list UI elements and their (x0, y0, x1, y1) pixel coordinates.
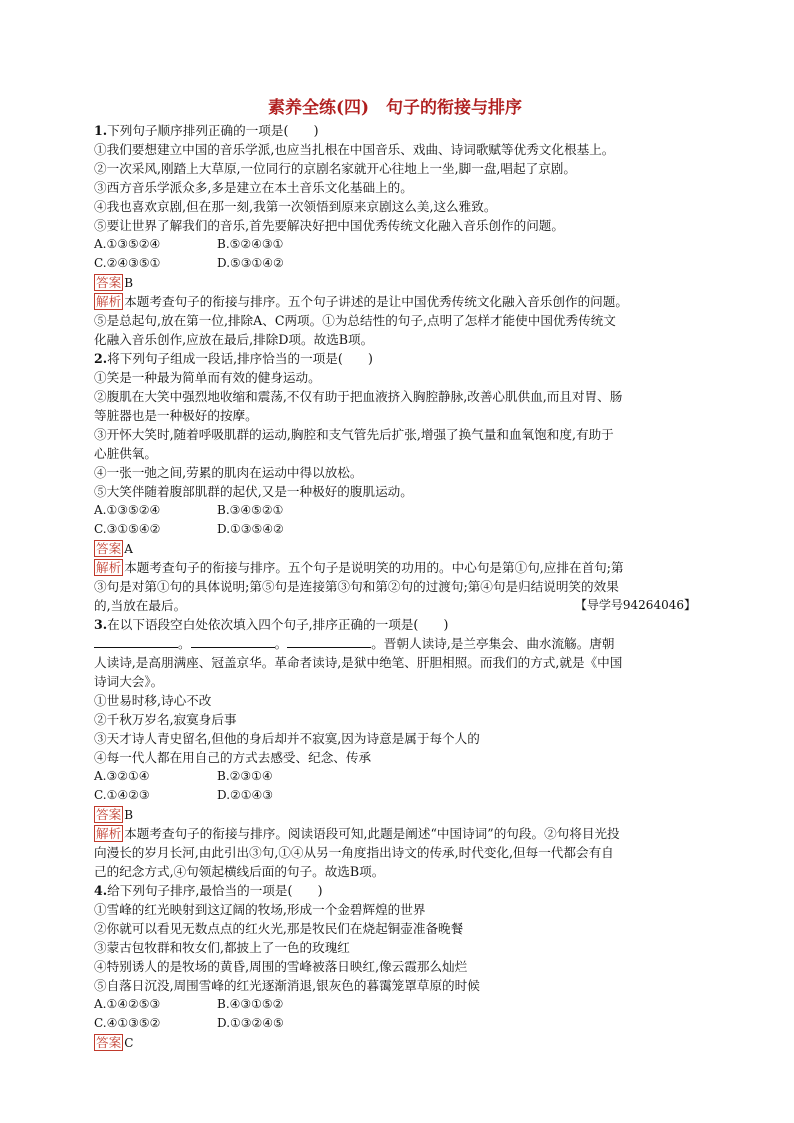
option-b: B.②③①④ (217, 769, 273, 783)
question-number: 1. (94, 123, 108, 138)
passage-text: 。 (274, 636, 288, 651)
q3-analysis-line-2: 向漫长的岁月长河,由此引出③句,①④从另一角度指出诗文的传承,时代变化,但每一代都会有自 (94, 845, 614, 860)
option-b: B.④③①⑤② (217, 997, 284, 1011)
q4-sentence-2: ②你就可以看见无数点点的红火光,那是牧民们在烧起铜壶准备晚餐 (94, 921, 464, 936)
q1-analysis-line-2: ⑤是总起句,放在第一位,排除A、C两项。①为总结性的句子,点明了怎样才能使中国优秀传统文 (94, 313, 616, 328)
q2-sentence-2: ②腹肌在大笑中强烈地收缩和震荡,不仅有助于把血液挤入胸腔静脉,改善心肌供血,而且对胃、肠 (94, 389, 623, 404)
q2-sentence-1: ①笑是一种最为简单而有效的健身运动。 (94, 370, 321, 385)
answer-value: B (124, 276, 134, 290)
q4-sentence-1: ①雪峰的红光映射到这辽阔的牧场,形成一个金碧辉煌的世界 (94, 902, 426, 917)
question-stem: 将下列句子组成一段话,排序恰当的一项是( ) (107, 351, 373, 366)
question-stem: 下列句子顺序排列正确的一项是( ) (107, 123, 319, 138)
q3-analysis-line-1 (94, 824, 696, 843)
q1-sentence-1: ①我们要想建立中国的音乐学派,也应当扎根在中国音乐、戏曲、诗词歌赋等优秀文化根基上。 (94, 142, 615, 157)
option-a: A.③②①④ (94, 769, 150, 783)
q2-options-row-1 (94, 501, 696, 520)
answer-value: C (124, 1036, 134, 1050)
question-number: 2. (94, 351, 108, 366)
option-b: B.③④⑤②① (217, 503, 284, 517)
question-4-stem (94, 881, 696, 900)
q2-analysis-line-1 (94, 558, 696, 577)
option-d: D.①③⑤④② (217, 522, 284, 536)
passage-text: 。晋朝人读诗,是兰亭集会、曲水流觞。唐朝 (371, 636, 615, 651)
blank-3 (287, 634, 371, 648)
worksheet-page (94, 96, 696, 1052)
q4-answer (94, 1033, 696, 1052)
q2-sentence-3-cont: 心脏供氧。 (94, 446, 157, 461)
q4-sentence-5: ⑤自落日沉没,周围雪峰的红光逐渐消退,银灰色的暮霭笼罩草原的时候 (94, 978, 480, 993)
analysis-text: 本题考查句子的衔接与排序。阅读语段可知,此题是阐述“中国诗词”的句段。②句将目光投 (124, 826, 620, 841)
analysis-tag: 解析 (96, 826, 122, 841)
q2-analysis-line-3 (94, 596, 696, 615)
q3-passage-line-3: 诗词大会》。 (94, 674, 164, 689)
question-number: 3. (94, 617, 108, 632)
answer-tag: 答案 (96, 541, 122, 556)
blank-2 (191, 634, 275, 648)
blank-1 (94, 634, 178, 648)
question-3-stem (94, 615, 696, 634)
analysis-text: 本题考查句子的衔接与排序。五个句子是说明笑的功用的。中心句是第①句,应排在首句;第 (124, 560, 624, 575)
question-number: 4. (94, 883, 108, 898)
option-a: A.①④②⑤③ (94, 997, 161, 1011)
analysis-tag: 解析 (96, 560, 122, 575)
q1-sentence-5: ⑤要让世界了解我们的音乐,首先要解决好把中国优秀传统文化融入音乐创作的问题。 (94, 218, 564, 233)
q1-answer (94, 273, 696, 292)
q4-options-row-1 (94, 995, 696, 1014)
answer-tag: 答案 (96, 807, 122, 822)
question-1-stem (94, 121, 696, 140)
question-2-stem (94, 349, 696, 368)
q2-answer (94, 539, 696, 558)
q3-passage-line-2: 人读诗,是高朋满座、冠盖京华。革命者读诗,是狱中绝笔、肝胆相照。而我们的方式,就是《中国 (94, 655, 623, 670)
option-b: B.⑤②④③① (217, 237, 284, 251)
q1-sentence-2: ②一次采风,刚踏上大草原,一位同行的京剧名家就开心往地上一坐,脚一盘,唱起了京剧。 (94, 161, 576, 176)
option-d: D.②①④③ (217, 788, 274, 802)
q3-answer (94, 805, 696, 824)
q3-passage-line-1 (94, 634, 696, 653)
q1-sentence-3: ③西方音乐学派众多,多是建立在本土音乐文化基础上的。 (94, 180, 413, 195)
q1-analysis-line-1 (94, 292, 696, 311)
q4-sentence-3: ③蒙古包牧群和牧女们,都披上了一色的玫瑰红 (94, 940, 350, 955)
q1-analysis-line-3: 化融入音乐创作,应放在最后,排除D项。故选B项。 (94, 332, 374, 347)
q4-sentence-4: ④特别诱人的是牧场的黄昏,周围的雪峰被落日映红,像云霞那么灿烂 (94, 959, 468, 974)
q2-sentence-2-cont: 等脏器也是一种极好的按摩。 (94, 408, 258, 423)
option-a: A.①③⑤②④ (94, 237, 161, 251)
q3-options-row-2 (94, 786, 696, 805)
q2-sentence-5: ⑤大笑伴随着腹部肌群的起伏,又是一种极好的腹肌运动。 (94, 484, 413, 499)
page-title: 素养全练(四) 句子的衔接与排序 (267, 98, 523, 118)
option-a: A.①③⑤②④ (94, 503, 161, 517)
q3-analysis-line-3: 己的纪念方式,④句领起横线后面的句子。故选B项。 (94, 864, 385, 879)
q2-sentence-3: ③开怀大笑时,随着呼吸肌群的运动,胸腔和支气管先后扩张,增强了换气量和血氧饱和度,有助于 (94, 427, 614, 442)
option-c: C.②④③⑤① (94, 256, 161, 270)
passage-text: 。 (178, 636, 191, 651)
q2-sentence-4: ④一张一弛之间,劳累的肌肉在运动中得以放松。 (94, 465, 363, 480)
q1-options-row-1 (94, 235, 696, 254)
analysis-text: 的,当放在最后。 (94, 598, 187, 613)
question-stem: 在以下语段空白处依次填入四个句子,排序正确的一项是( ) (107, 617, 449, 632)
q1-options-row-2 (94, 254, 696, 273)
q3-sentence-2: ②千秋万岁名,寂寞身后事 (94, 712, 237, 727)
answer-tag: 答案 (96, 275, 122, 290)
q2-options-row-2 (94, 520, 696, 539)
option-c: C.④①③⑤② (94, 1016, 161, 1030)
option-c: C.①④②③ (94, 788, 150, 802)
answer-tag: 答案 (96, 1035, 122, 1050)
q3-sentence-3: ③天才诗人青史留名,但他的身后却并不寂寞,因为诗意是属于每个人的 (94, 731, 480, 746)
q3-sentence-1: ①世易时移,诗心不改 (94, 693, 212, 708)
option-d: D.⑤③①④② (217, 256, 284, 270)
answer-value: B (124, 808, 134, 822)
q4-options-row-2 (94, 1014, 696, 1033)
analysis-text: 本题考查句子的衔接与排序。五个句子讲述的是让中国优秀传统文化融入音乐创作的问题。 (124, 294, 628, 309)
q3-sentence-4: ④每一代人都在用自己的方式去感受、纪念、传承 (94, 750, 372, 765)
guide-number: 【导学号94264046】 (574, 598, 696, 612)
analysis-tag: 解析 (96, 294, 122, 309)
option-d: D.①③②④⑤ (217, 1016, 284, 1030)
answer-value: A (124, 542, 133, 556)
q2-analysis-line-2: ③句是对第①句的具体说明;第⑤句是连接第③句和第②句的过渡句;第④句是归结说明笑的效果 (94, 579, 619, 594)
question-stem: 给下列句子排序,最恰当的一项是( ) (107, 883, 323, 898)
q3-options-row-1 (94, 767, 696, 786)
q1-sentence-4: ④我也喜欢京剧,但在那一刻,我第一次领悟到原来京剧这么美,这么雅致。 (94, 199, 497, 214)
option-c: C.③①⑤④② (94, 522, 161, 536)
